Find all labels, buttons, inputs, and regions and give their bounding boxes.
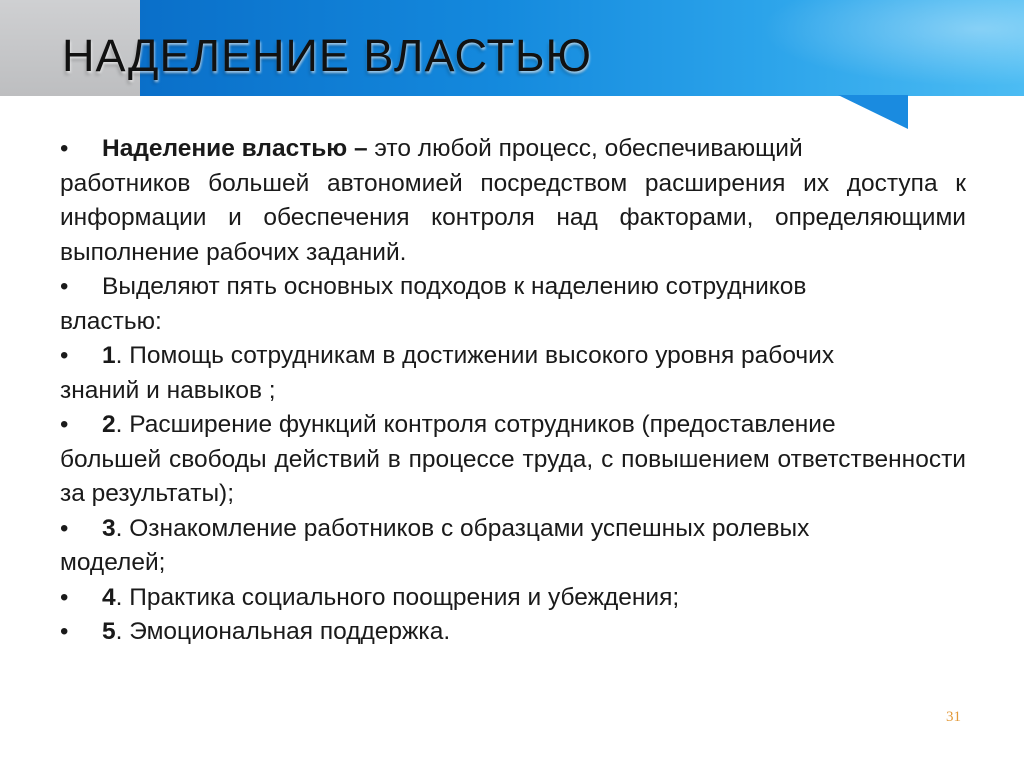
bullet-marker: •: [60, 618, 69, 645]
bullet-text: . Ознакомление работников с образцами успешных ролевых: [115, 514, 810, 542]
bullet-continuation: работников большей автономией посредством расширения их доступа к информации и обеспечения контроля над факторами, определяющими выполнение рабочих заданий.: [60, 169, 966, 266]
bullet-item-2: [60, 270, 966, 339]
slide-title: НАДЕЛЕНИЕ ВЛАСТЬЮ: [62, 30, 592, 81]
bullet-first-line: [102, 618, 450, 645]
bullet-item-4: [60, 408, 966, 512]
bullet-first-line: [102, 584, 679, 611]
bullet-lead: 3: [102, 514, 116, 542]
bullet-text: . Практика социального поощрения и убеждения;: [115, 583, 680, 611]
bullet-first-line: [102, 411, 836, 438]
bullet-item-5: [60, 512, 966, 581]
bullet-lead: 4: [102, 583, 116, 611]
bullet-item-1: [60, 132, 966, 270]
bullet-text: . Эмоциональная поддержка.: [115, 618, 451, 645]
bullet-text: . Помощь сотрудникам в достижении высокого уровня рабочих: [115, 342, 835, 369]
bullet-continuation: большей свободы действий в процессе труда, с повышением ответственности за результаты);: [60, 445, 966, 507]
bullet-first-line: [102, 515, 809, 542]
bullet-marker: •: [60, 411, 69, 438]
bullet-item-6: [60, 581, 966, 616]
bullet-continuation: знаний и навыков ;: [60, 376, 276, 404]
bullet-marker: •: [60, 342, 69, 369]
bullet-marker: •: [60, 514, 69, 542]
bullet-first-line: [102, 135, 803, 162]
bullet-lead: 5: [102, 618, 116, 645]
bullet-text: это любой процесс, обеспечивающий: [367, 135, 803, 162]
bullet-marker: •: [60, 273, 69, 300]
bullet-continuation: властью:: [60, 307, 162, 335]
header-tab-shape: [838, 95, 908, 129]
bullet-marker: •: [60, 135, 69, 162]
bullet-continuation: моделей;: [60, 549, 166, 576]
bullet-first-line: [102, 273, 806, 300]
page-number: 31: [946, 709, 961, 725]
bullet-lead: 1: [102, 342, 116, 369]
bullet-marker: •: [60, 583, 69, 611]
bullet-lead: 2: [102, 411, 116, 438]
bullet-first-line: [102, 342, 834, 369]
bullet-text: . Расширение функций контроля сотрудников (предоставление: [115, 411, 836, 438]
bullet-list: [60, 132, 966, 650]
bullet-item-3: [60, 339, 966, 408]
bullet-item-7: [60, 615, 966, 650]
bullet-lead: Наделение властью –: [102, 135, 368, 162]
bullet-text: Выделяют пять основных подходов к наделению сотрудников: [102, 273, 807, 300]
